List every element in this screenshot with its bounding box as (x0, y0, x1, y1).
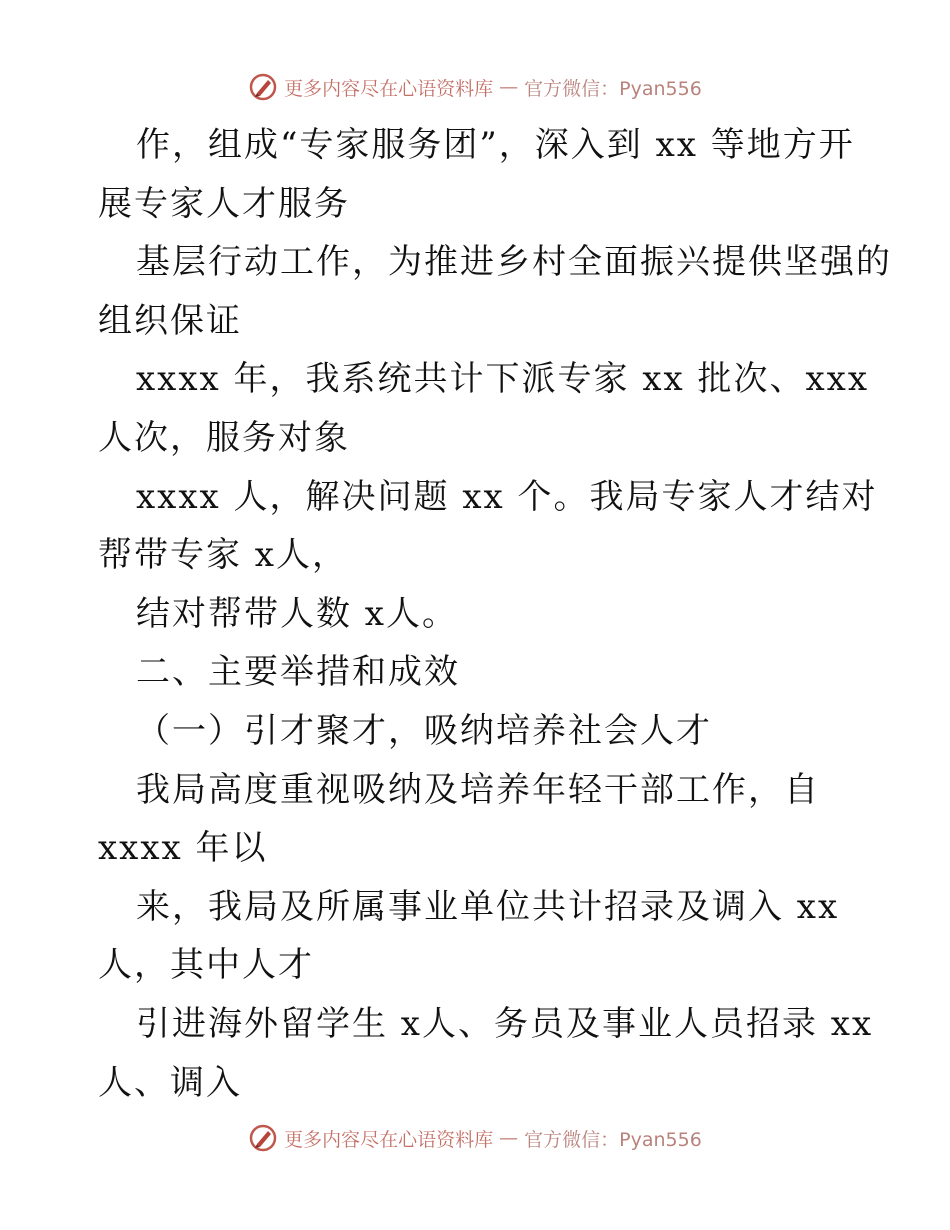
text-line: 人、调入 (98, 1062, 242, 1103)
text-line: 基层行动工作，为推进乡村全面振兴提供坚强的 (136, 242, 892, 283)
text-line: xxxx 人，解决问题 xx 个。我局专家人才结对 (136, 476, 878, 517)
watermark-header (0, 72, 950, 102)
watermark-brand-text: 更多内容尽在心语资料库 (284, 77, 494, 100)
pen-logo-icon (248, 1123, 278, 1153)
watermark-brand-text: 更多内容尽在心语资料库 (284, 1128, 494, 1151)
text-line: 人次，服务对象 (98, 417, 350, 458)
watermark-separator: — (499, 1127, 519, 1149)
watermark-wechat-text: 官方微信：Pyan556 (524, 1128, 702, 1151)
text-line: 展专家人才服务 (98, 183, 350, 224)
text-line: 我局高度重视吸纳及培养年轻干部工作，自 (136, 769, 820, 810)
text-line: 来，我局及所属事业单位共计招录及调入 xx (136, 886, 840, 927)
text-line: 人，其中人才 (98, 945, 314, 986)
text-line: 结对帮带人数 x人。 (136, 593, 458, 634)
text-line: 作，组成“专家服务团”，深入到 xx 等地方开 (136, 125, 855, 165)
text-line: xxxx 年以 (98, 828, 268, 869)
text-line: 组织保证 (98, 300, 242, 341)
text-line: xxxx 年，我系统共计下派专家 xx 批次、xxx (136, 359, 869, 400)
document-body (98, 116, 892, 1112)
subsection-heading: （一）引才聚才，吸纳培养社会人才 (136, 710, 712, 751)
section-heading: 二、主要举措和成效 (136, 652, 460, 693)
watermark-footer (0, 1123, 950, 1153)
watermark-wechat-text: 官方微信：Pyan556 (524, 77, 702, 100)
pen-logo-icon (248, 72, 278, 102)
text-line: 帮带专家 x人， (98, 535, 348, 576)
text-line: 引进海外留学生 x人、务员及事业人员招录 xx (136, 1003, 874, 1044)
watermark-separator: — (499, 76, 519, 98)
